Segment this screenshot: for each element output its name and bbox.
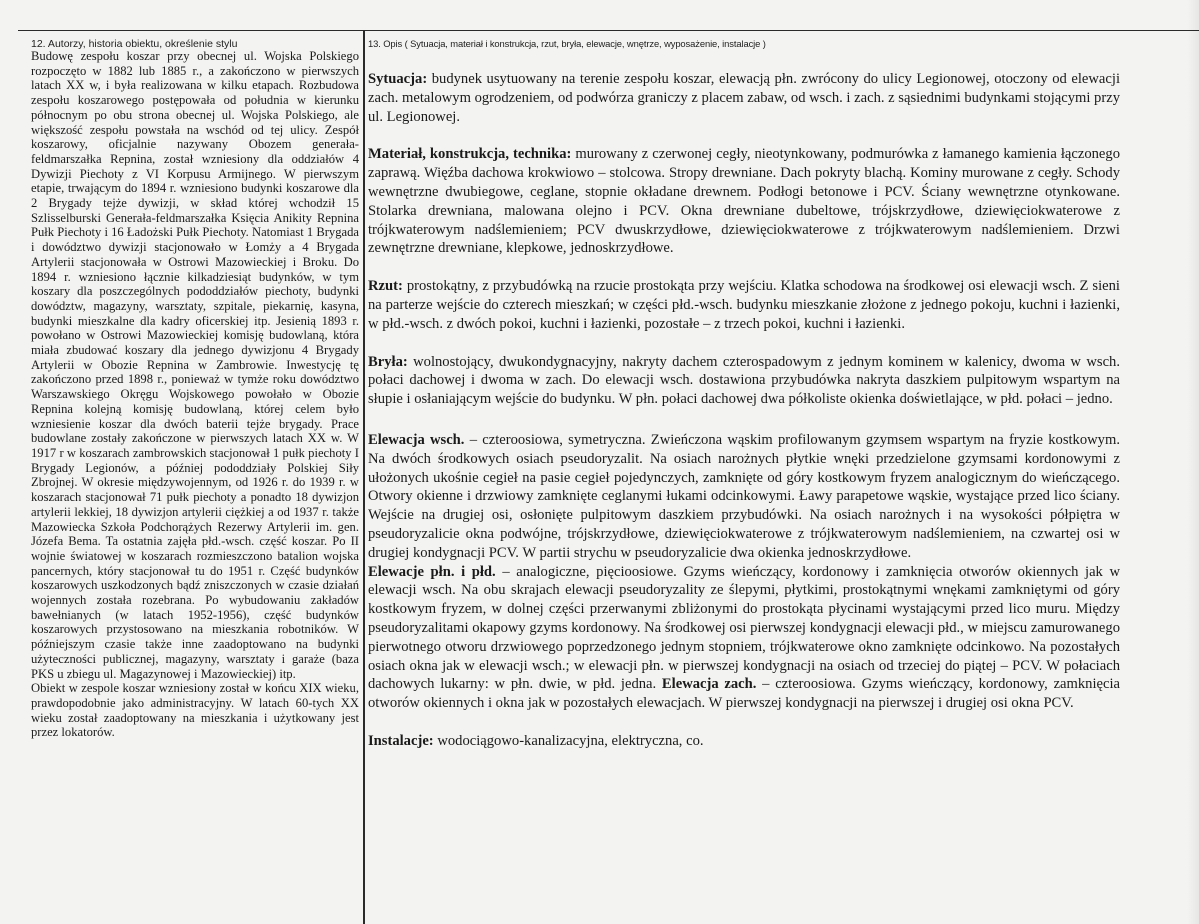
situation-label: Sytuacja: — [368, 71, 428, 87]
material-text: murowany z czerwonej cegły, nieotynkowany, podmurówka z łamanego kamienia łączonego zaprawą. Więźba dachowa krokwiowo – stolcowa. Stropy drewniane. Dach pokryty blachą. Kominy murowane z cegły. Schody wewnętrzne dwubiegowe, ceglane, stopnie okładane drewnem. Podłogi betonowe i PCV. Ściany wewnętrzne otynkowane. Stolarka drewniana, malowana olejno i PCV. Okna drewniane dubeltowe, trójskrzydłowe, dziewięciokwaterowe z trójkwaterowym nadślemieniem; PCV dwuskrzydłowe, dziewięciokwaterowe z trójkwaterowym nadślemieniem. Drzwi zewnętrzne drewniane, klepkowe, jednoskrzydłowe. — [368, 146, 1120, 257]
spacer — [368, 126, 1120, 145]
east-elevation-text: – czteroosiowa, symetryczna. Zwieńczona wąskim profilowanym gzymsem wspartym na fryzie kostkowym. Na dwóch środkowych osiach pseudoryzalit. Na osiach narożnych płytkie wnęki przedzielone gzymsami kordonowymi z ułożonych ukośnie cegieł na pasie cegieł pojedynczych, zamknięte od góry kostkowym fryzem analogicznym do wieńczącego. Otwory okienne i drzwiowy zamknięte ceglanymi łukami odcinkowymi. Ławy parapetowe wąskie, wystające przed lico ściany. Wejście na drugiej osi, osłonięte pulpitowym daszkiem przybudówki. Na osiach narożnych i na wysokości półpiętra w pseudoryzalicie okna podwójne, trójskrzydłowe, dziewięciokwaterowe z trójkwaterowym nadślemieniem, na czwartej osi w drugiej kondygnacji PCV. W partii strychu w pseudoryzalicie dwa okienka jednoskrzydłowe. — [368, 431, 1120, 561]
material-label: Materiał, konstrukcja, technika: — [368, 146, 572, 163]
object-paragraph: Obiekt w zespole koszar wzniesiony został w końcu XIX wieku, prawdopodobnie jako administracyjny. W latach 60-tych XX wieku został zaadoptowany na mieszkania i użytkowany jest przez lokatorów. — [31, 681, 359, 740]
column-divider — [363, 30, 365, 924]
history-column — [31, 49, 359, 740]
top-rule — [18, 30, 1199, 31]
situation-paragraph — [368, 70, 1120, 126]
material-paragraph — [368, 145, 1120, 258]
spacer — [368, 258, 1120, 277]
massing-paragraph — [368, 353, 1120, 409]
installations-paragraph — [368, 732, 1120, 751]
plan-paragraph — [368, 277, 1120, 333]
east-elevation-label: Elewacja wsch. — [368, 431, 465, 448]
history-paragraph: Budowę zespołu koszar przy obecnej ul. Wojska Polskiego rozpoczęto w 1882 lub 1885 r., a zakończono w pierwszych latach XX w, i była realizowana w kilku etapach. Rozbudowa zespołu koszarowego postępowała od południa w kierunku północnym po obu strona obecnej ul. Wojska Polskiego, ale większość zespołu powstała na wschód od tej ulicy. Zespół koszarowy, oficjalnie nazywany Obozem generała-feldmarszałka Repnina, został wzniesiony dla oddziałów 4 Dywizji Piechoty z VI Korpusu Armijnego. W pierwszym etapie, trwającym do 1894 r. wzniesiono budynki koszarowe dla 2 Brygady tejże dywizji, w skład której wchodził 15 Szlisselburski Generała-feldmarszałka Księcia Anikity Repnina Pułk Piechoty i 16 Ładożski Pułk Piechoty. Natomiast 1 Brygada i dowództwo dywizji stacjonowało w Łomży a 4 Brygada Artylerii stacjonowała w Ostrowi Mazowieckiej i Broku. Do 1894 r. wzniesiono łącznie kilkadziesiąt budynków, w tym koszary dla poszczególnych pododdziałów piechoty, budynki dowództw, magazyny, warsztaty, szpitale, piekarnię, kasyna, budynki mieszkalne dla kadry oficerskiej itp. Jesienią 1893 r. powołano w Ostrowi Mazowieckiej komisję budowlaną, która miała zbudować koszary dla jednego dywizjonu 4 Brygady Artylerii w Obozie Repnina w Zambrowie. Inwestycję tę zakończono przed 1898 r., ponieważ w tymże roku dowództwo Warszawskiego Okręgu Wojskowego powołało w Obozie Repnina kolejną komisję budowlaną, której celem było wzniesienie koszar dla dwóch baterii tejże brygady. Prace budowlane zostały zakończone w pierwszych latach XX w. W 1917 r w koszarach zambrowskich stacjonował 1 pułk piechoty I Brygady Legionów, a później pododdziały Polskiej Siły Zbrojnej. W okresie międzywojennym, od 1926 r. do 1939 r. w koszarach stacjonował 71 pułk piechoty a ponadto 18 dywizjon artylerii lekkiej, 18 dywizjon artylerii ciężkiej a od 1937 r. także Mazowiecka Szkoła Podchorążych Rezerwy Artylerii im. gen. Józefa Bema. Ta ostatnia zajęła płd.-wsch. część koszar. Po II wojnie światowej w koszarach rozmieszczono batalion wojska pancernych, który stacjonował tu do 1951 r. Część budynków koszarowych uszkodzonych bądź zniszczonych w czasie działań wojennych została rozebrana. Po wybudowaniu zakładów bawełnianych (w latach 1952-1956), część budynków koszarowych przystosowano na mieszkania robotników. W późniejszym czasie także inne zaadoptowano na budynki użyteczności publicznej, magazyny, warsztaty i garaże (baza PKS u zbiegu ul. Magazynowej i Mazowieckiej) itp. — [31, 49, 359, 681]
plan-label: Rzut: — [368, 278, 403, 295]
north-south-elevation-label: Elewacje płn. i płd. — [368, 563, 496, 580]
situation-text: budynek usytuowany na terenie zespołu koszar, elewacją płn. zwrócony do ulicy Legionowej, otoczony od elewacji zach. metalowym ogrodzeniem, od podwórza graniczy z placem zabaw, od wsch. i zach. z sąsiednimi budynkami stojącymi przy ul. Legionowej. — [368, 71, 1120, 125]
scan-edge-shadow — [1187, 0, 1199, 924]
spacer — [368, 334, 1120, 353]
installations-text: wodociągowo-kanalizacyjna, elektryczna, co. — [433, 732, 704, 749]
spacer — [368, 713, 1120, 732]
west-elevation-label: Elewacja zach. — [661, 676, 757, 693]
west-elevation-text: – czteroosiowa. Gzyms wieńczący, kordonowy, zamknięcia otworów okiennych i okna jak w pozostałych elewacjach. W pierwszej kondygnacji na pierwszej i drugiej osi okna PCV. — [368, 676, 1121, 712]
spacer — [368, 409, 1120, 431]
section-12-header: 12. Autorzy, historia obiektu, określenie stylu — [31, 38, 238, 50]
plan-text: prostokątny, z przybudówką na rzucie prostokąta przy wejściu. Klatka schodowa na środkowej osi elewacji wsch. Z sieni na parterze wejście do czterech mieszkań; w części płd.-wsch. budynku mieszkanie złożone z jednego pokoju, kuchni i łazienki, w płd.-wsch. z dwóch pokoi, kuchni i łazienki, pozostałe – z trzech pokoi, kuchni i łazienki. — [368, 278, 1120, 332]
massing-label: Bryła: — [368, 353, 408, 370]
north-south-elevation-paragraph — [368, 563, 1120, 713]
section-13-header: 13. Opis ( Sytuacja, materiał i konstrukcja, rzut, bryła, elewacje, wnętrze, wyposażenie, instalacje ) — [368, 38, 766, 49]
east-elevation-paragraph — [368, 431, 1120, 563]
description-column — [368, 70, 1120, 751]
north-south-elevation-text: – analogiczne, pięcioosiowe. Gzyms wieńczący, kordonowy i zamknięcia otworów okiennych jak w elewacji wsch. Na obu skrajach elewacji pseudoryzality ze ślepymi, płytkimi, prostokątnymi wnękami zamkniętymi od góry kostkowym fryzem, w dolnej części przerwanymi zbliżonymi do prostokąta płycinami wystającymi przed lico muru. Między pseudoryzalitami okapowy gzyms kordonowy. Na środkowej osi pierwszej kondygnacji elewacji płd., w miejscu zamurowanego pierwotnego otworu drzwiowego poprzedzonego jednym stopniem, trójkwaterowe okno zamknięte odcinkowo. Na pozostałych osiach okna jak w elewacji wsch.; w elewacji płn. w pierwszej kondygnacji na osiach od trzeciej do piątej – PCV. W połaciach dachowych lukarny: w płn. dwie, w płd. jedna. — [368, 563, 1120, 693]
massing-text: wolnostojący, dwukondygnacyjny, nakryty dachem czterospadowym z jednym kominem w kalenicy, dwoma w wsch. połaci dachowej i dwoma w zach. Do elewacji wsch. dostawiona przybudówka nakryta daszkiem pulpitowym wspartym na słupie i osłaniającym wejście do budynku. W płn. połaci dachowej dwa półkoliste okienka doświetlające, w płd. połaci – jedno. — [368, 353, 1120, 408]
installations-label: Instalacje: — [368, 732, 434, 749]
